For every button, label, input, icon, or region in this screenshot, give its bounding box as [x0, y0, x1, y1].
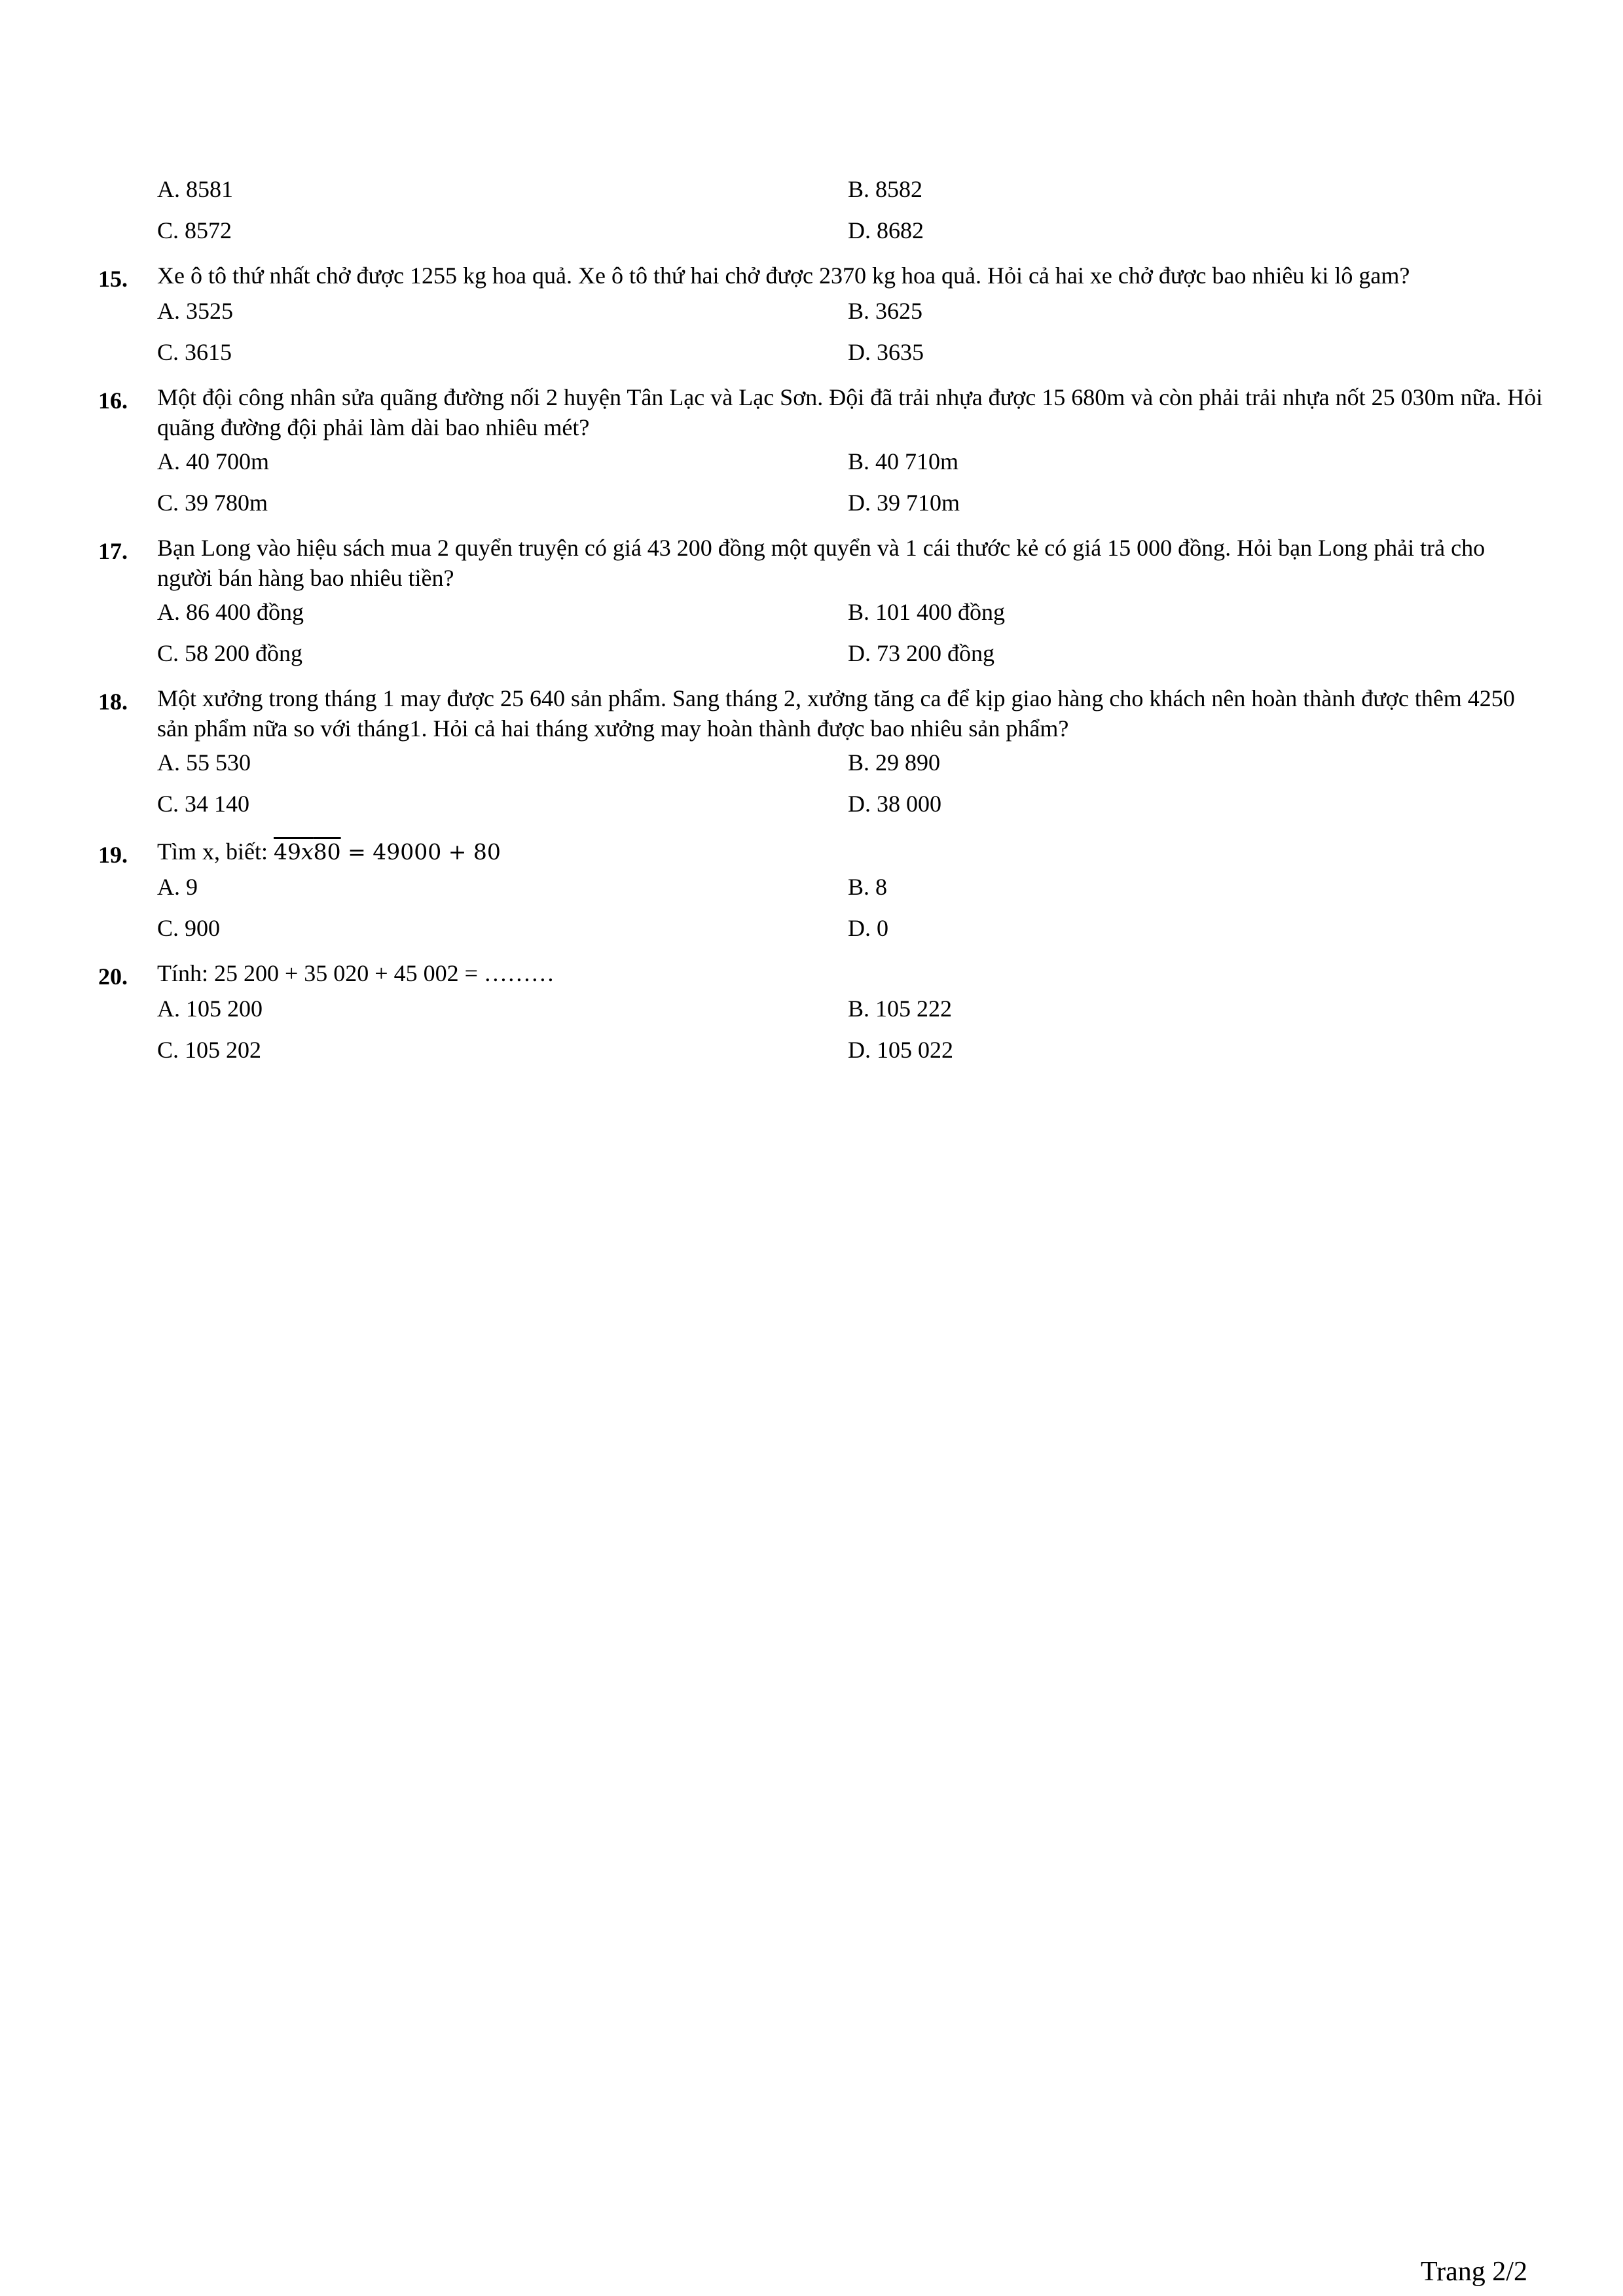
option-c: C. 900: [157, 915, 221, 941]
q14-option-c: C. 8572: [157, 217, 232, 243]
option-b: B. 101 400 đồng: [848, 599, 1006, 625]
overline-number: [274, 839, 341, 865]
option-c: C. 39 780m: [157, 490, 268, 516]
option-c: C. 58 200 đồng: [157, 640, 303, 666]
question-text: Xe ô tô thứ nhất chở được 1255 kg hoa quả. Xe ô tô thứ hai chở được 2370 kg hoa quả. Hỏi cả hai xe chở được bao nhiêu ki lô gam?: [157, 262, 1410, 289]
q14-option-d: D. 8682: [848, 217, 924, 243]
question-number: 18.: [98, 689, 128, 715]
question-number: 16.: [98, 387, 128, 414]
overline-digits-pre: 49: [273, 839, 301, 865]
option-a: A. 105 200: [157, 996, 263, 1022]
question-text: [157, 836, 1545, 867]
option-d: D. 0: [848, 915, 888, 941]
question-number: 17.: [98, 538, 128, 564]
option-c: C. 105 202: [157, 1037, 262, 1063]
unknown-variable: x: [301, 839, 314, 865]
question-number: 15.: [98, 266, 128, 292]
option-b: B. 105 222: [848, 996, 953, 1022]
option-d: D. 73 200 đồng: [848, 640, 994, 666]
option-b: B. 29 890: [848, 749, 941, 776]
option-d: D. 3635: [848, 339, 924, 365]
option-d: D. 38 000: [848, 791, 941, 817]
option-a: A. 55 530: [157, 749, 251, 776]
equation-rest: = 49000 + 80: [340, 839, 501, 865]
option-b: B. 3625: [848, 298, 923, 324]
option-d: D. 39 710m: [848, 490, 960, 516]
question-text: Một xưởng trong tháng 1 may được 25 640 sản phẩm. Sang tháng 2, xưởng tăng ca để kịp giao hàng cho khách nên hoàn thành được thêm 4250 sản phẩm nữa so với tháng1. Hỏi cả hai tháng xưởng may hoàn thành được bao nhiêu sản phẩm?: [157, 685, 1515, 742]
question-text: Bạn Long vào hiệu sách mua 2 quyển truyện có giá 43 200 đồng một quyển và 1 cái thước kẻ có giá 15 000 đồng. Hỏi bạn Long phải trả cho người bán hàng bao nhiêu tiền?: [157, 535, 1486, 591]
page-number: Trang 2/2: [1421, 2257, 1527, 2287]
option-b: B. 8: [848, 874, 888, 900]
option-b: B. 40 710m: [848, 448, 959, 475]
question-number: 20.: [98, 963, 128, 990]
option-c: C. 34 140: [157, 791, 250, 817]
option-a: A. 3525: [157, 298, 233, 324]
question-number: 19.: [98, 842, 128, 868]
option-c: C. 3615: [157, 339, 232, 365]
question-text: Tính: 25 200 + 35 020 + 45 002 = ………: [157, 960, 555, 986]
overline-digits-post: 80: [313, 839, 341, 865]
option-a: A. 9: [157, 874, 198, 900]
question-text-prefix: Tìm x, biết:: [157, 838, 274, 865]
option-a: A. 86 400 đồng: [157, 599, 304, 625]
option-a: A. 40 700m: [157, 448, 269, 475]
option-d: D. 105 022: [848, 1037, 953, 1063]
question-text: Một đội công nhân sửa quãng đường nối 2 huyện Tân Lạc và Lạc Sơn. Đội đã trải nhựa được 15 680m và còn phải trải nhựa nốt 25 030m nữa. Hỏi quãng đường đội phải làm dài bao nhiêu mét?: [157, 384, 1543, 440]
q14-option-a: A. 8581: [157, 176, 233, 202]
q14-option-b: B. 8582: [848, 176, 923, 202]
